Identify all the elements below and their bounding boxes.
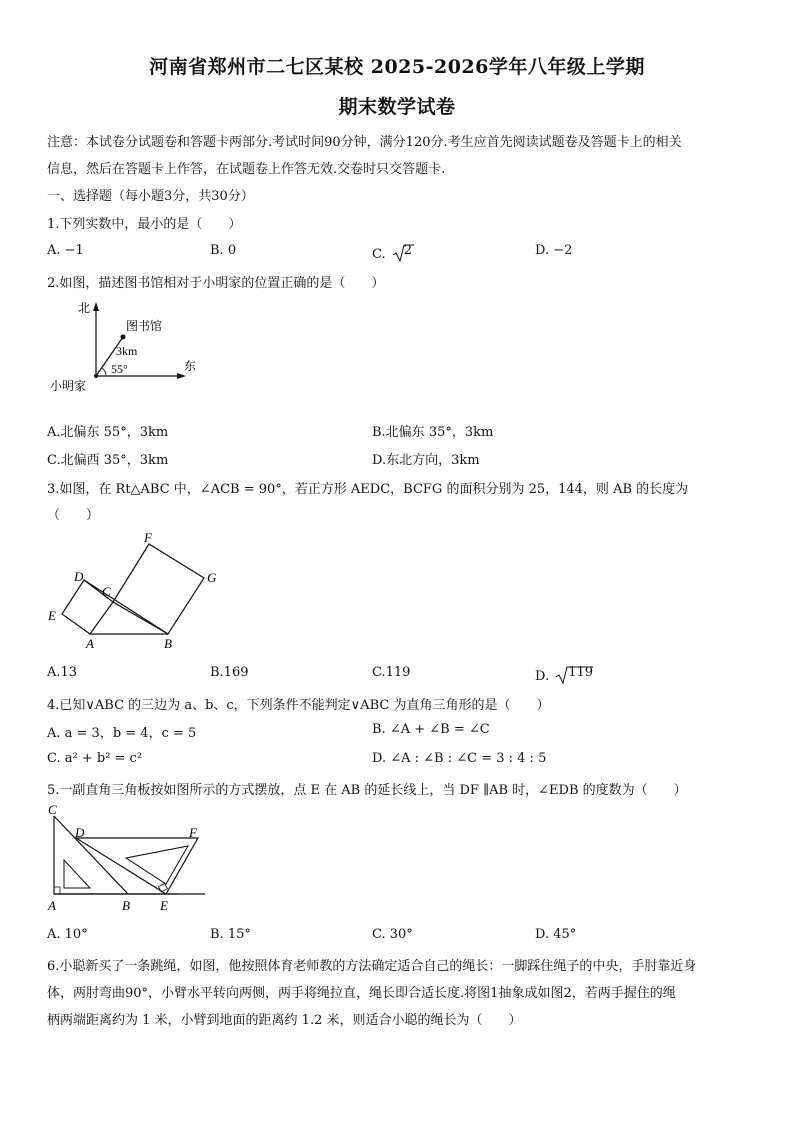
point-c-label: C [48, 802, 57, 817]
q6-line-3: 柄两端距离约为 1 米，小臂到地面的距离约 1.2 米，则适合小聪的绳长为（ ） [47, 1013, 522, 1028]
q4-stem: 4.已知∨ABC 的三边为 a、b、c，下列条件不能判定∨ABC 为直角三角形的是（ ） [47, 698, 550, 713]
east-label: 东 [184, 359, 197, 373]
q2-option-a: A.北偏东 55°，3km [47, 425, 169, 440]
point-a-label: A [48, 898, 56, 913]
point-f-label: F [144, 530, 152, 545]
point-b-label: B [122, 898, 130, 913]
library-label: 图书馆 [126, 319, 163, 333]
q1-stem: 1.下列实数中，最小的是（ ） [47, 217, 242, 232]
q1-option-c-label: C. [372, 247, 386, 262]
q3-option-a: A.13 [47, 665, 78, 680]
q4-option-a: A. a = 3，b = 4，c = 5 [47, 726, 197, 741]
q3-option-b: B.169 [210, 665, 249, 680]
q5-option-c: C. 30° [372, 927, 413, 942]
q2-stem: 2.如图，描述图书馆相对于小明家的位置正确的是（ ） [47, 276, 385, 291]
q1-option-c [372, 243, 414, 263]
point-f-label: F [189, 825, 197, 840]
notice-line-2: 信息，然后在答题卡上作答，在试题卷上作答无效.交卷时只交答题卡. [47, 162, 446, 177]
point-e-label: E [160, 898, 168, 913]
q3-option-d [535, 665, 593, 685]
section-heading: 一、选择题（每小题3分，共30分） [47, 189, 254, 204]
q5-option-a: A. 10° [47, 927, 88, 942]
page-subtitle: 期末数学试卷 [338, 96, 456, 118]
q1-option-a: A. −1 [47, 243, 84, 258]
q6-line-1: 6.小聪新买了一条跳绳，如图，他按照体育老师教的方法确定适合自己的绳长：一脚踩住绳子的中央，手肘靠近身 [47, 959, 697, 974]
q4-option-d: D. ∠A : ∠B : ∠C = 3 : 4 : 5 [372, 751, 547, 766]
q3-stem: 3.如图，在 Rt△ABC 中，∠ACB = 90°，若正方形 AEDC，BCFG 的面积分别为 25，144，则 AB 的长度为 [47, 482, 689, 497]
q1-option-b: B. 0 [210, 243, 237, 258]
point-g-label: G [207, 570, 217, 585]
q5-stem: 5.一副直角三角板按如图所示的方式摆放，点 E 在 AB 的延长线上，当 DF ∥AB 时，∠EDB 的度数为（ ） [47, 783, 687, 798]
point-a-label: A [86, 636, 94, 651]
north-label: 北 [78, 301, 91, 315]
sqrt-icon [555, 665, 593, 685]
q3-option-d-label: D. [535, 669, 550, 684]
sqrt-icon [392, 243, 414, 263]
point-d-label: D [74, 569, 84, 584]
q3-stem-paren: （ ） [47, 508, 100, 523]
home-label: 小明家 [50, 379, 87, 393]
q6-line-2: 体，两肘弯曲90°，小臂水平转向两侧，两手将绳拉直，绳长即合适长度.将图1抽象成如图2，若两手握住的绳 [47, 986, 676, 1001]
page-title: 河南省郑州市二七区某校 2025-2026学年八年级上学期 [149, 56, 645, 78]
point-d-label: D [75, 825, 85, 840]
q5-option-d: D. 45° [535, 927, 577, 942]
point-c-label: C [102, 584, 111, 599]
q2-option-b: B.北偏东 35°，3km [372, 425, 494, 440]
q2-option-c: C.北偏西 35°，3km [47, 453, 169, 468]
point-b-label: B [164, 636, 172, 651]
q4-option-b: B. ∠A + ∠B = ∠C [372, 722, 490, 737]
point-e-label: E [48, 608, 56, 623]
q3-option-c: C.119 [372, 665, 411, 680]
q2-option-d: D.东北方向，3km [372, 453, 480, 468]
angle-label: 55° [111, 362, 128, 376]
q5-figure [40, 802, 215, 917]
q3-figure [40, 530, 230, 655]
q5-option-b: B. 15° [210, 927, 251, 942]
q2-figure [40, 296, 210, 411]
distance-label: 3km [116, 344, 138, 358]
notice-line-1: 注意：本试卷分试题卷和答题卡两部分.考试时间90分钟，满分120分.考生应首先阅读试题卷及答题卡上的相关 [47, 135, 682, 150]
q4-option-c: C. a² + b² = c² [47, 751, 143, 766]
q1-option-c-radicand: 2 [403, 243, 413, 258]
q3-option-d-radicand: 119 [568, 665, 594, 680]
q1-option-d: D. −2 [535, 243, 573, 258]
